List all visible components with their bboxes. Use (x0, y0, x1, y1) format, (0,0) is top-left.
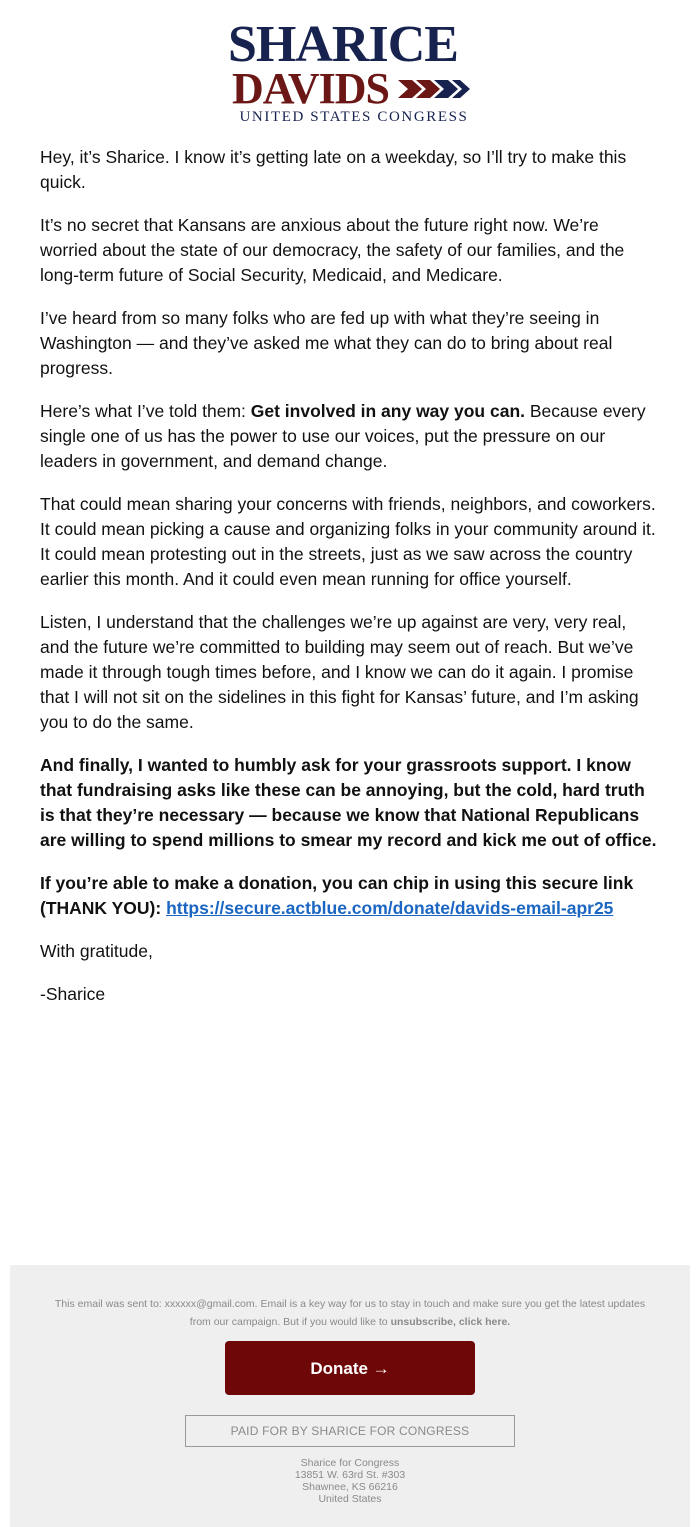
logo-subtitle: UNITED STATES CONGRESS (239, 109, 469, 125)
donation-link[interactable]: https://secure.actblue.com/donate/davids-email-apr25 (166, 898, 614, 918)
campaign-logo (228, 18, 474, 128)
get-involved-bold: Get involved in any way you can. (250, 401, 525, 421)
address-line-3: Shawnee, KS 66216 (302, 1481, 398, 1493)
unsubscribe-link[interactable]: unsubscribe, click here. (390, 1316, 511, 1328)
logo-first-name: SHARICE (228, 16, 458, 73)
closing-line: With gratitude, (40, 941, 153, 961)
paragraph-donation-link (40, 871, 660, 921)
paid-for-disclaimer: PAID FOR BY SHARICE FOR CONGRESS (185, 1415, 515, 1447)
paragraph-fundraising-ask: And finally, I wanted to humbly ask for your grassroots support. I know that fundraising asks like these can be annoying, but the cold, hard truth is that they’re necessary — because we know that National Republicans are willing to spend millions to smear my record and kick me out of office. (40, 755, 657, 850)
address-line-1: Sharice for Congress (300, 1457, 400, 1469)
signature: -Sharice (40, 984, 106, 1004)
email-body (40, 145, 660, 1025)
donate-button[interactable]: Donate → (225, 1341, 475, 1395)
paragraph-greeting: Hey, it’s Sharice. I know it’s getting late on a weekday, so I’ll try to make this quick. (40, 147, 627, 192)
email-footer (10, 1265, 690, 1527)
logo-last-name: DAVIDS (232, 64, 390, 113)
paragraph-get-involved (40, 399, 660, 474)
address-line-2: 13851 W. 63rd St. #303 (294, 1469, 406, 1481)
paragraph-anxious: It’s no secret that Kansans are anxious about the future right now. We’re worried about the state of our democracy, the safety of our families, and the long-term future of Social Security, Medicaid, and Medicare. (40, 215, 625, 285)
address-line-4: United States (318, 1493, 382, 1505)
paragraph-heard-from-folks: I’ve heard from so many folks who are fed up with what they’re seeing in Washington — and they’ve asked me what they can do to bring about real progress. (40, 308, 613, 378)
chevron-arrows-icon (398, 76, 470, 102)
get-involved-lead: Here’s what I’ve told them: (40, 401, 251, 421)
mailing-address (250, 1457, 450, 1505)
email-header (0, 18, 700, 130)
footer-notice (50, 1295, 650, 1331)
footer-notice-text: This email was sent to: xxxxxx@gmail.com. Email is a key way for us to stay in touch and make sure you get the latest updates from our campaign. But if you would like to (54, 1298, 646, 1328)
donation-link-lead: If you’re able to make a donation, you can chip in using this secure link (THANK YOU): (40, 873, 634, 918)
paragraph-ways-to-help: That could mean sharing your concerns with friends, neighbors, and coworkers. It could mean picking a cause and organizing folks in your community around it. It could mean protesting out in the streets, just as we saw across the country earlier this month. And it could even mean running for office yourself. (40, 494, 656, 589)
paragraph-challenges: Listen, I understand that the challenges we’re up against are very, very real, and the future we’re committed to building may seem out of reach. But we’ve made it through tough times before, and I know we can do it again. I promise that I will not sit on the sidelines in this fight for Kansas’ future, and I’m asking you to do the same. (40, 612, 639, 732)
get-involved-rest: Because every single one of us has the power to use our voices, put the pressure on our leaders in government, and demand change. (40, 401, 646, 471)
